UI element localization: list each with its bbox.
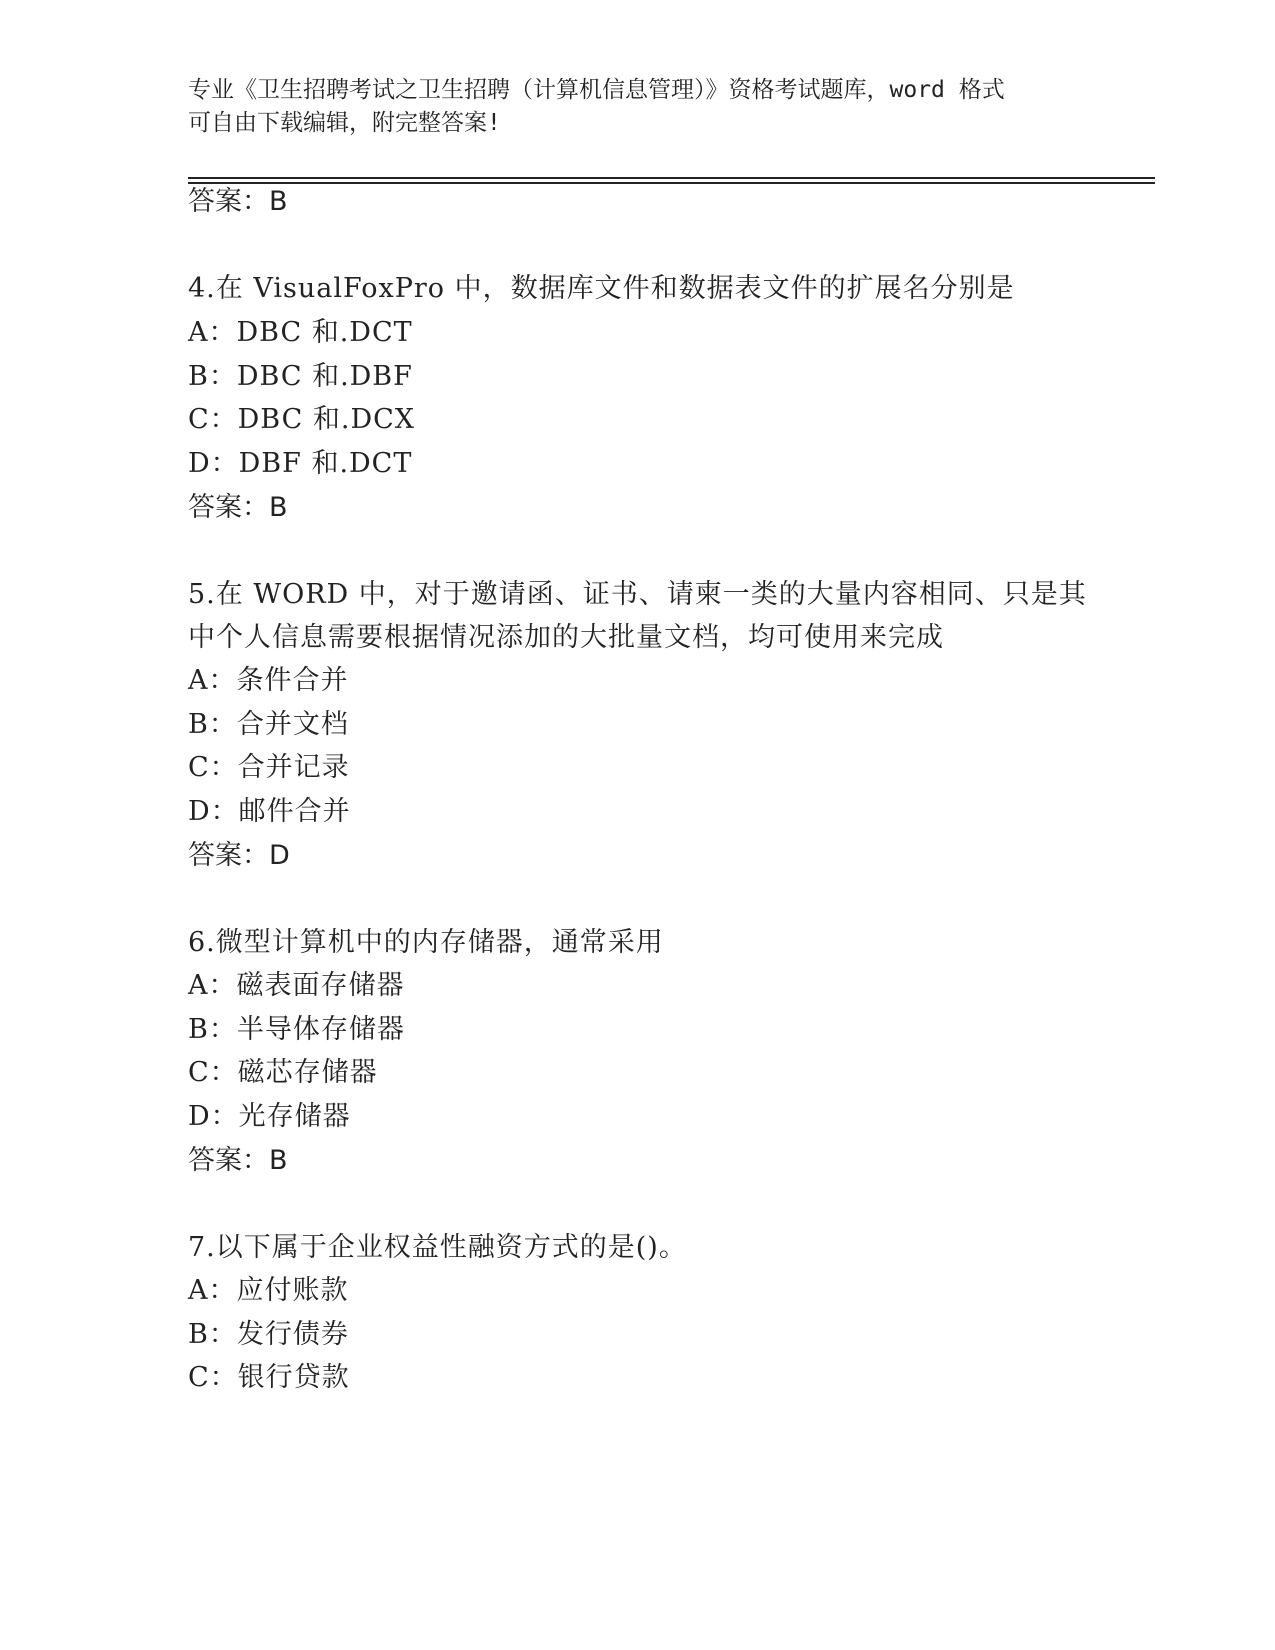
question-6-option-b: B：半导体存储器 (188, 1014, 405, 1045)
question-6-option-c: C：磁芯存储器 (188, 1057, 378, 1088)
question-4-option-a: A：DBC 和.DCT (188, 317, 413, 348)
question-4-option-c: C：DBC 和.DCX (188, 404, 415, 435)
previous-answer: 答案：B (188, 186, 288, 217)
question-7-option-c: C：银行贷款 (188, 1362, 350, 1393)
header-line-2: 可自由下载编辑，附完整答案! (188, 110, 501, 136)
question-5-option-b: B：合并文档 (188, 709, 349, 740)
document-header (188, 74, 1088, 140)
question-4-option-b: B：DBC 和.DBF (188, 361, 413, 392)
question-4-stem: 4.在 VisualFoxPro 中，数据库文件和数据表文件的扩展名分别是 (188, 273, 1015, 304)
question-6-answer: 答案：B (188, 1145, 288, 1176)
question-6-option-a: A：磁表面存储器 (188, 970, 405, 1001)
question-5-option-c: C：合并记录 (188, 752, 350, 783)
question-5-stem-line-2: 中个人信息需要根据情况添加的大批量文档，均可使用来完成 (188, 622, 944, 653)
question-5-stem-line-1: 5.在 WORD 中，对于邀请函、证书、请柬一类的大量内容相同、只是其 (188, 579, 1087, 610)
question-5-option-a: A：条件合并 (188, 665, 349, 696)
question-4-option-d: D：DBF 和.DCT (188, 448, 413, 479)
question-5-answer: 答案：D (188, 840, 290, 871)
header-rule-top (188, 177, 1155, 179)
question-6-stem: 6.微型计算机中的内存储器，通常采用 (188, 927, 664, 958)
question-7-option-b: B：发行债券 (188, 1319, 349, 1350)
question-4-answer: 答案：B (188, 492, 288, 523)
question-7-option-a: A：应付账款 (188, 1275, 349, 1306)
question-6-option-d: D：光存储器 (188, 1101, 351, 1132)
header-rule-bottom (188, 182, 1155, 184)
header-line-1: 专业《卫生招聘考试之卫生招聘（计算机信息管理）》资格考试题库，word 格式 (188, 77, 1005, 103)
question-5-option-d: D：邮件合并 (188, 796, 351, 827)
question-7-stem: 7.以下属于企业权益性融资方式的是()。 (188, 1232, 687, 1263)
